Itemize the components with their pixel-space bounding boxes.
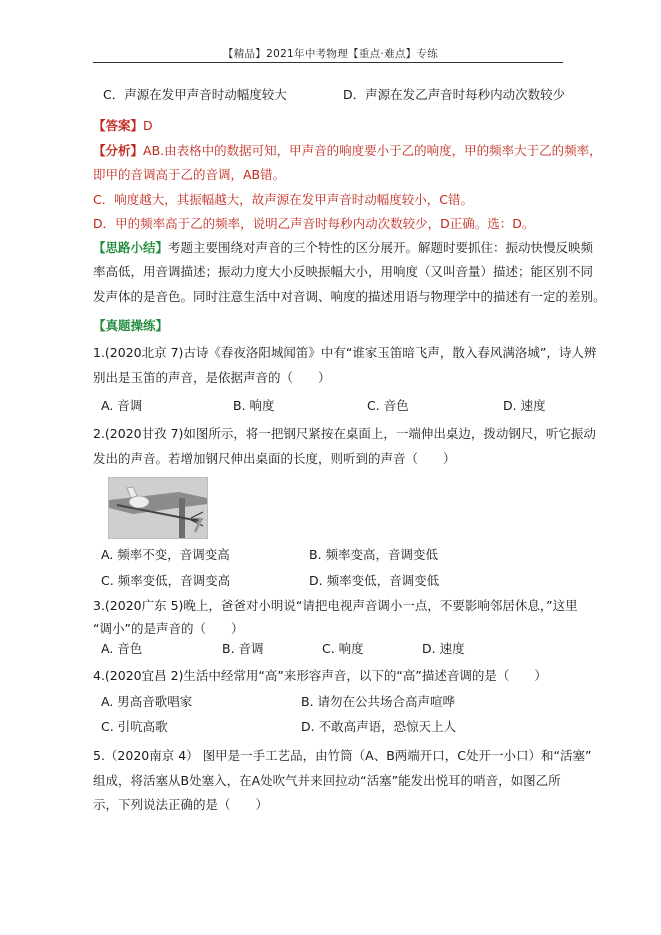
summary-label: 【思路小结】 bbox=[93, 240, 169, 255]
q2-option-a: A. 频率不变，音调变高 bbox=[101, 547, 230, 562]
answer-line bbox=[93, 118, 153, 134]
prev-option-c: C．声源在发甲声音时动幅度较大 bbox=[103, 87, 287, 102]
answer-label: 【答案】 bbox=[93, 118, 144, 133]
summary-line-1 bbox=[93, 240, 593, 256]
ruler-figure-svg bbox=[109, 478, 207, 538]
ruler-on-table-figure bbox=[108, 477, 208, 539]
analysis-line-4: D．甲的频率高于乙的频率，说明乙声音时每秒内动次数较少，D正确。选：D。 bbox=[93, 216, 535, 231]
practice-label: 【真题操练】 bbox=[93, 318, 169, 333]
summary-line-2: 率高低，用音调描述；振动力度大小反映振幅大小，用响度（又叫音量）描述；能区别不同 bbox=[93, 264, 594, 279]
q3-line-1: 3.(2020广东 5)晚上，爸爸对小明说“请把电视声音调小一点，不要影响邻居休息，”这里 bbox=[93, 598, 578, 613]
summary-text-1: 考题主要围绕对声音的三个特性的区分展开。解题时要抓住：振动快慢反映频 bbox=[168, 240, 594, 255]
q5-line-1: 5.（2020南京 4） 图甲是一手工艺品，由竹筒（A、B两端开口，C处开一小口）和“活塞” bbox=[93, 748, 592, 763]
summary-line-3: 发声体的是音色。同时注意生活中对音调、响度的描述用语与物理学中的描述有一定的差别。 bbox=[93, 289, 606, 304]
q1-option-b: B. 响度 bbox=[233, 398, 275, 413]
q4-option-c: C. 引吭高歌 bbox=[101, 719, 168, 734]
q4-option-a: A. 男高音歌唱家 bbox=[101, 694, 193, 709]
prev-option-d: D．声源在发乙声音时每秒内动次数较少 bbox=[343, 87, 566, 102]
analysis-line-2: 即甲的音调高于乙的音调，AB错。 bbox=[93, 167, 286, 182]
analysis-line-3: C．响度越大，其振幅越大，故声源在发甲声音时动幅度较小，C错。 bbox=[93, 192, 473, 207]
analysis-text-1: AB.由表格中的数据可知，甲声音的响度要小于乙的响度，甲的频率大于乙的频率， bbox=[143, 143, 602, 158]
q1-line-1: 1.(2020北京 7)古诗《春夜洛阳城闻笛》中有“谁家玉笛暗飞声，散入春风满洛城”，诗人辨 bbox=[93, 345, 597, 360]
analysis-label: 【分析】 bbox=[93, 143, 144, 158]
q1-line-2: 别出是玉笛的声音，是依据声音的（ ） bbox=[93, 370, 331, 385]
header-divider bbox=[93, 62, 563, 63]
q2-option-d: D. 频率变低，音调变低 bbox=[309, 573, 440, 588]
q5-line-3: 示，下列说法正确的是（ ） bbox=[93, 797, 269, 812]
q3-option-b: B. 音调 bbox=[222, 641, 264, 656]
q4-option-b: B. 请勿在公共场合高声喧哗 bbox=[301, 694, 456, 709]
q4-option-d: D. 不敢高声语，恐惊天上人 bbox=[301, 719, 457, 734]
answer-value: D bbox=[143, 118, 153, 133]
q2-option-c: C. 频率变低，音调变高 bbox=[101, 573, 231, 588]
q3-line-2: “调小”的是声音的（ ） bbox=[93, 621, 244, 636]
q5-line-2: 组成，将活塞从B处塞入，在A处吹气并来回拉动“活塞”能发出悦耳的哨音，如图乙所 bbox=[93, 773, 561, 788]
page-header: 【精品】2021年中考物理【重点·难点】专练 bbox=[222, 48, 439, 60]
q3-option-d: D. 速度 bbox=[422, 641, 465, 656]
q3-option-a: A. 音色 bbox=[101, 641, 143, 656]
q4-line-1: 4.(2020宜昌 2)生活中经常用“高”来形容声音，以下的“高”描述音调的是（ ） bbox=[93, 668, 547, 683]
q2-option-b: B. 频率变高，音调变低 bbox=[309, 547, 439, 562]
q2-line-2: 发出的声音。若增加钢尺伸出桌面的长度，则听到的声音（ ） bbox=[93, 451, 456, 466]
analysis-line-1 bbox=[93, 143, 602, 159]
q1-option-d: D. 速度 bbox=[503, 398, 546, 413]
q2-line-1: 2.(2020甘孜 7)如图所示，将一把钢尺紧按在桌面上，一端伸出桌边，拨动钢尺，听它振动 bbox=[93, 426, 596, 441]
q1-option-a: A. 音调 bbox=[101, 398, 143, 413]
q1-option-c: C. 音色 bbox=[367, 398, 409, 413]
q3-option-c: C. 响度 bbox=[322, 641, 364, 656]
